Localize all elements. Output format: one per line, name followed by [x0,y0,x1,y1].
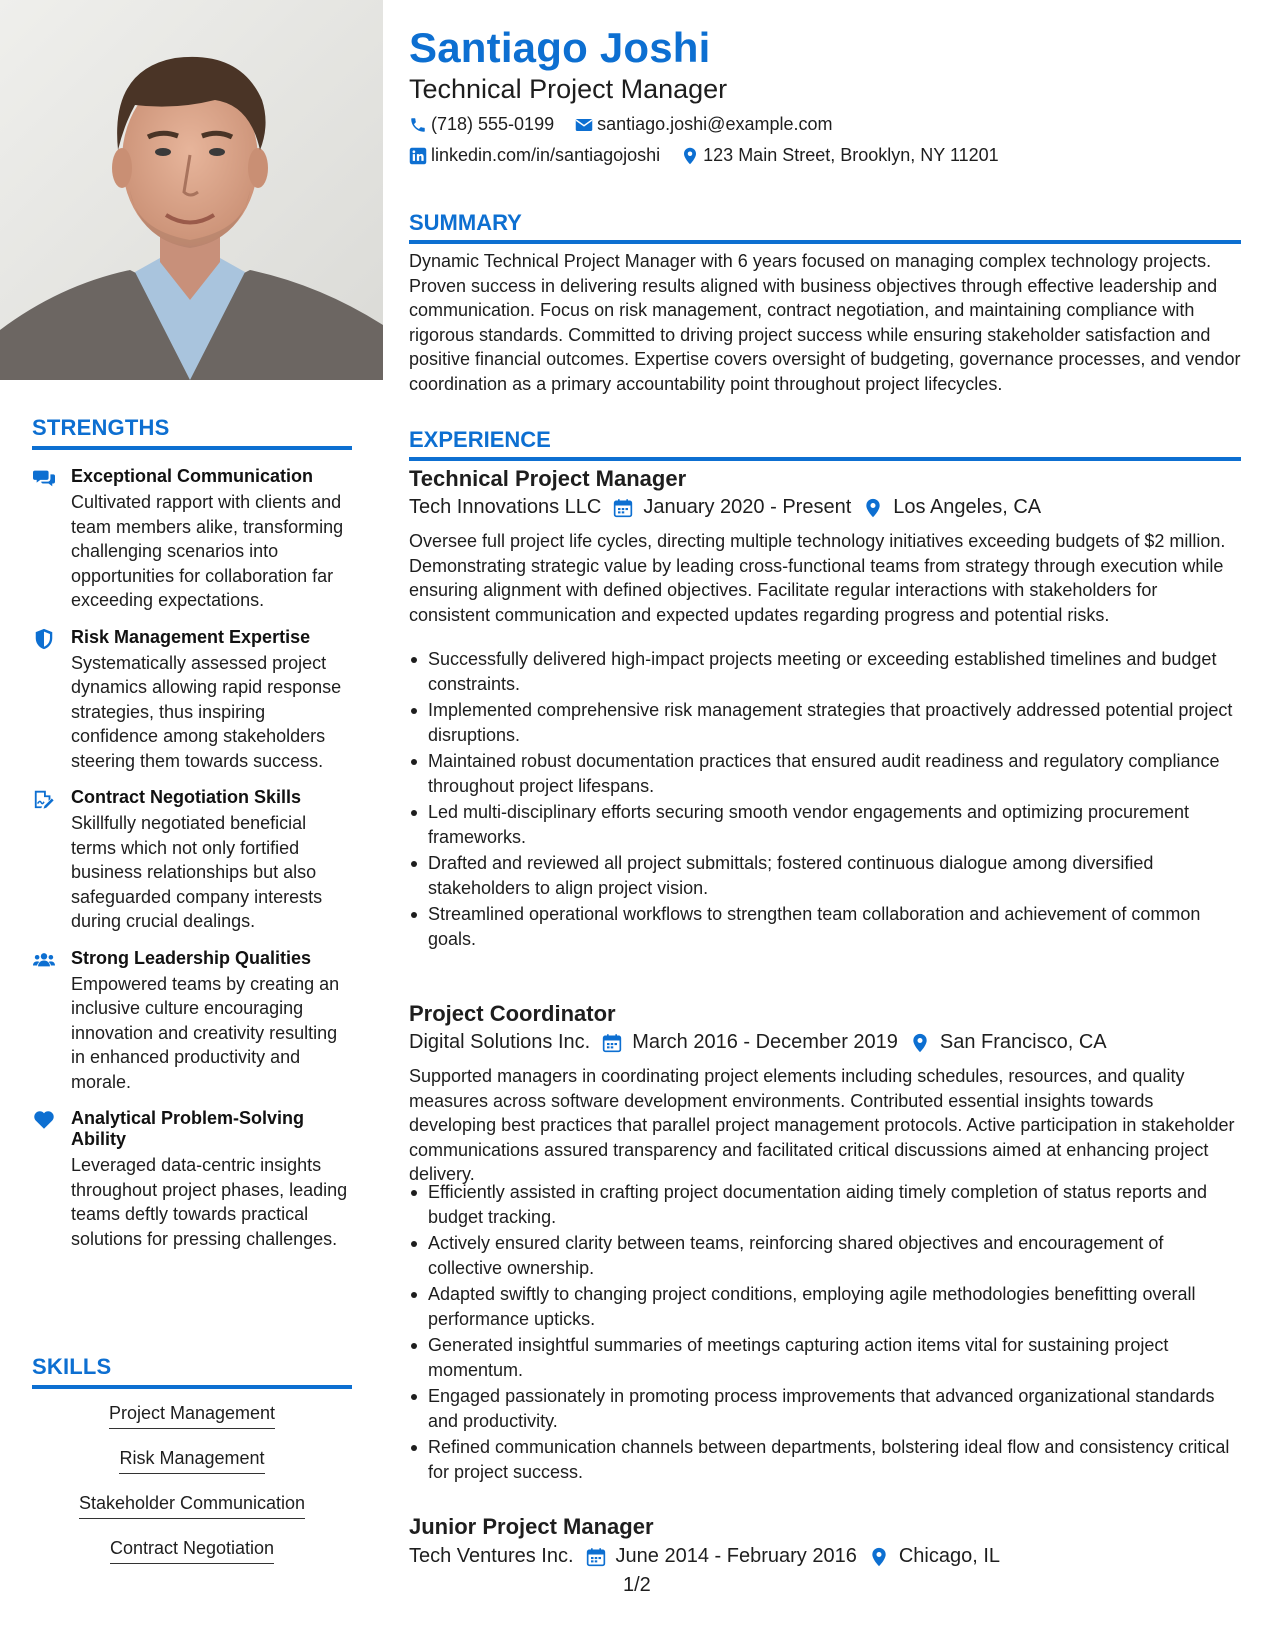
section-divider [409,457,1241,461]
section-divider [32,1385,352,1389]
skill-item: Project Management [109,1403,275,1429]
map-marker-icon [863,498,883,518]
address-contact [681,145,999,166]
envelope-icon [575,116,593,134]
address-text: 123 Main Street, Brooklyn, NY 11201 [703,145,999,165]
bullet-item: Generated insightful summaries of meetings capturing action items vital for sustaining project momentum. [409,1333,1241,1382]
job-description: Supported managers in coordinating project elements including schedules, resources, and quality measures across software development environments. Contributed essential insights towards developing best practices that parallel project management protocols. Active participation in stakeholder communications assured transparency and facilitated critical discussions aimed at enhancing project delivery. [409,1066,1235,1184]
strength-description: Systematically assessed project dynamics allowing rapid response strategies, thus inspiring confidence among stakeholders steering them towards success. [71,652,342,771]
skill-item: Risk Management [119,1448,264,1474]
job-meta [409,1031,1107,1054]
bullet-item: Successfully delivered high-impact projects meeting or exceeding established timelines and budget constraints. [409,647,1241,696]
strength-item [32,948,352,1095]
bullet-item: Engaged passionately in promoting process improvements that advanced organizational standards and productivity. [409,1384,1241,1433]
map-marker-icon [910,1033,930,1053]
summary-text: Dynamic Technical Project Manager with 6 years focused on managing complex technology projects. Proven success in delivering results aligned with business objectives through effective leadership and communication. Focus on risk management, contract negotiation, and maintaining compliance with rigorous standards. Committed to driving project success while ensuring stakeholder satisfaction and positive financial outcomes. Expertise covers oversight of budgeting, governance processes, and vendor coordination as a primary accountability point throughout project lifecycles. [409,251,1241,394]
strength-item [32,787,352,934]
job-bullets [409,1180,1241,1486]
bullet-item: Refined communication channels between departments, bolstering ideal flow and consistency critical for project success. [409,1435,1241,1484]
sidebar [0,0,383,1650]
shield-icon [33,628,55,650]
job-title: Junior Project Manager [409,1514,654,1539]
job-dates: June 2014 - February 2016 [615,1545,857,1567]
strength-title: Risk Management Expertise [71,626,311,647]
skill-item: Stakeholder Communication [79,1493,305,1519]
job-location: Los Angeles, CA [893,496,1042,518]
job-location: Chicago, IL [898,1545,1000,1567]
phone-contact[interactable] [409,114,554,135]
map-marker-icon [869,1547,889,1567]
strength-description: Leveraged data-centric insights throughout project phases, leading teams deftly towards practical solutions for pressing challenges. [71,1155,348,1249]
strength-title: Exceptional Communication [71,466,314,486]
profile-photo [0,0,383,380]
skills-section [32,1354,352,1583]
company-name: Tech Innovations LLC [409,496,602,518]
strength-title: Strong Leadership Qualities [71,947,312,968]
section-divider [409,240,1241,244]
strengths-section [32,415,352,1251]
phone-icon [409,116,427,134]
profile-photo-image [0,0,383,380]
users-icon [33,949,55,971]
strength-item [32,1108,352,1251]
candidate-role: Technical Project Manager [409,74,728,104]
linkedin-text: linkedin.com/in/santiagojoshi [431,145,661,165]
strength-description: Empowered teams by creating an inclusive culture encouraging innovation and creativity resulting in enhanced productivity and morale. [71,973,340,1092]
bullet-item: Maintained robust documentation practices that ensured audit readiness and regulatory compliance throughout project lifespans. [409,749,1241,798]
bullet-item: Implemented comprehensive risk management strategies that proactively addressed potential project disruptions. [409,698,1241,747]
heart-icon [33,1109,55,1131]
bullet-item: Led multi-disciplinary efforts securing smooth vendor engagements and optimizing procurement frameworks. [409,800,1241,849]
job-location: San Francisco, CA [939,1031,1107,1053]
bullet-item: Actively ensured clarity between teams, reinforcing shared objectives and encouragement of collective ownership. [409,1231,1241,1280]
strength-title: Analytical Problem-Solving Ability [71,1108,305,1149]
email-contact[interactable] [575,114,832,135]
signature-icon [33,788,55,810]
job-description: Oversee full project life cycles, directing multiple technology initiatives exceeding budgets of $2 million. Demonstrating strategic value by leading cross-functional teams from strategy through execution while ensuring alignment with defined objectives. Facilitate regular interactions with stakeholders for consistent communication and expected updates regarding progress and potential risks. [409,531,1226,625]
calendar-icon [586,1547,606,1567]
strength-item [32,627,352,774]
company-name: Tech Ventures Inc. [409,1545,574,1567]
job-meta [409,496,1041,519]
summary-title: SUMMARY [409,210,522,235]
section-divider [32,446,352,450]
bullet-item: Drafted and reviewed all project submittals; fostered continuous dialogue among diversified stakeholders to align project vision. [409,851,1241,900]
job-dates: January 2020 - Present [643,496,852,518]
comments-icon [33,467,55,489]
page-number: 1/2 [623,1574,651,1596]
bullet-item: Adapted swiftly to changing project conditions, employing agile methodologies benefitting overall performance upticks. [409,1282,1241,1331]
skill-item: Contract Negotiation [110,1538,274,1564]
calendar-icon [613,498,633,518]
skills-list [32,1403,352,1583]
job-meta [409,1545,1000,1568]
strength-title: Contract Negotiation Skills [71,787,302,807]
calendar-icon [602,1033,622,1053]
linkedin-icon [409,147,427,165]
bullet-item: Streamlined operational workflows to strengthen team collaboration and achievement of common goals. [409,902,1241,951]
email-text: santiago.joshi@example.com [597,114,833,134]
strengths-title: STRENGTHS [32,415,170,440]
bullet-item: Efficiently assisted in crafting project documentation aiding timely completion of status reports and budget tracking. [409,1180,1241,1229]
strength-item [32,466,352,613]
job-dates: March 2016 - December 2019 [632,1031,898,1053]
job-title: Technical Project Manager [409,466,687,491]
job-bullets [409,647,1241,953]
skills-title: SKILLS [32,1354,112,1379]
experience-title: EXPERIENCE [409,427,551,452]
contact-row [409,114,849,139]
candidate-name: Santiago Joshi [409,24,711,71]
company-name: Digital Solutions Inc. [409,1031,591,1053]
job-title: Project Coordinator [409,1001,616,1026]
contact-row [409,145,1015,170]
strength-description: Skillfully negotiated beneficial terms which not only fortified business relationships but also safeguarded company interests during crucial dealings. [71,813,323,931]
phone-text: (718) 555-0199 [431,114,555,134]
strength-description: Cultivated rapport with clients and team members alike, transforming challenging scenarios into opportunities for collaboration far exceeding expectations. [71,492,344,610]
map-marker-icon [681,147,699,165]
linkedin-contact[interactable] [409,145,660,166]
